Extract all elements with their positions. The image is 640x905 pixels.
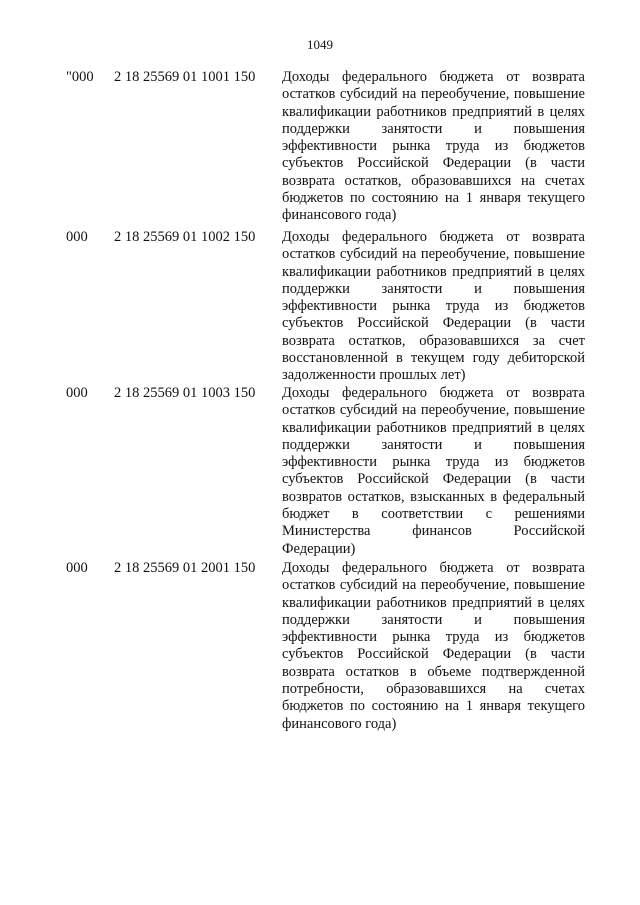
admin-code: "000 (66, 69, 94, 85)
table-row (0, 560, 640, 736)
admin-code: 000 (66, 385, 88, 401)
budget-code-table (0, 69, 640, 736)
income-description: Доходы федерального бюджета от возврата остатков субсидий на переобучение, повышение квалификации работников предприятий в целях поддержки занятости и повышения эффективности рынка труда из бюджетов субъектов Российской Федерации (в части возврата остатков в объеме подтвержденной потребности, образовавшихся на счетах бюджетов по состоянию на 1 января текущего финансового года) (282, 560, 585, 732)
admin-code: 000 (66, 560, 88, 576)
page-number: 1049 (307, 37, 333, 52)
budget-classification-code: 2 18 25569 01 1002 150 (114, 229, 256, 245)
table-row (0, 69, 640, 229)
table-row (0, 229, 640, 385)
income-description: Доходы федерального бюджета от возврата остатков субсидий на переобучение, повышение квалификации работников предприятий в целях поддержки занятости и повышения эффективности рынка труда из бюджетов субъектов Российской Федерации (в части возврата остатков, образовавшихся за счет восстановленной в текущем году дебиторской задолженности прошлых лет) (282, 229, 585, 384)
budget-classification-code: 2 18 25569 01 2001 150 (114, 560, 256, 576)
admin-code: 000 (66, 229, 88, 245)
income-description: Доходы федерального бюджета от возврата остатков субсидий на переобучение, повышение квалификации работников предприятий в целях поддержки занятости и повышения эффективности рынка труда из бюджетов субъектов Российской Федерации (в части возвратов остатков, взысканных в федеральный бюджет в соответствии с решениями Министерства финансов Российской Федерации) (282, 385, 585, 557)
table-row (0, 385, 640, 560)
income-description: Доходы федерального бюджета от возврата остатков субсидий на переобучение, повышение квалификации работников предприятий в целях поддержки занятости и повышения эффективности рынка труда из бюджетов субъектов Российской Федерации (в части возврата остатков, образовавшихся на счетах бюджетов по состоянию на 1 января текущего финансового года) (282, 69, 585, 224)
budget-classification-code: 2 18 25569 01 1001 150 (114, 69, 256, 85)
budget-classification-code: 2 18 25569 01 1003 150 (114, 385, 256, 401)
